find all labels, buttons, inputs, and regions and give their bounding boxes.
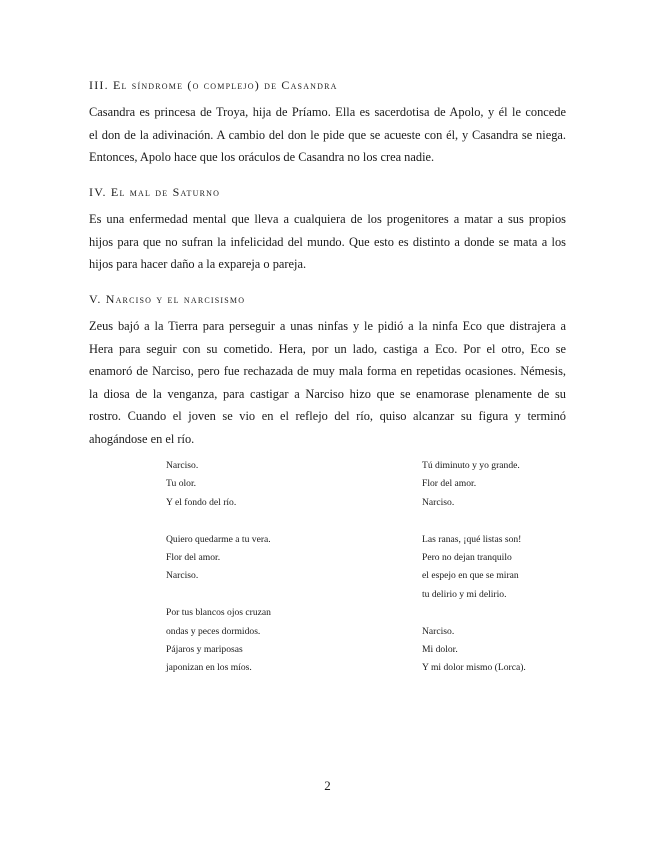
poem-verse: japonizan en los míos. [166, 662, 252, 674]
paragraph-line: Entonces, Apolo hace que los oráculos de Casandra no los crea nadie. [89, 150, 435, 164]
poem-verse: Flor del amor. [422, 478, 477, 490]
poem-verse: Tú diminuto y yo grande. [422, 460, 520, 471]
page-number: 2 [324, 778, 331, 793]
poem-verse: Y el fondo del río. [166, 496, 237, 508]
poem-right-column [422, 457, 526, 678]
paragraph-line: rostro. Cuando el joven se vio en el reflejo del río, quiso alcanzar su figura y terminó [89, 409, 566, 423]
section-heading-casandra: III. El síndrome (o complejo) de Casandra [89, 78, 338, 92]
poem-verse: Pero no dejan tranquilo [422, 551, 512, 563]
poem-verse: Por tus blancos ojos cruzan [166, 607, 271, 619]
paragraph-casandra [89, 101, 566, 169]
paragraph-narciso [89, 315, 566, 450]
poem-verse: Y mi dolor mismo (Lorca). [422, 662, 526, 674]
poem-verse: ondas y peces dormidos. [166, 625, 261, 637]
poem-verse-blank [166, 512, 271, 530]
paragraph-saturno [89, 208, 566, 276]
poem-verse: Tu olor. [166, 478, 197, 490]
poem-verse-blank [166, 586, 271, 604]
poem-verse: Las ranas, ¡qué listas son! [422, 533, 522, 545]
poem-verse: Narciso. [166, 570, 199, 582]
section-heading-saturno: IV. El mal de Saturno [89, 185, 221, 199]
paragraph-line: el don de la adivinación. A cambio del don le pide que se acueste con él, y Casandra se niega. [89, 127, 566, 142]
paragraph-line: Zeus bajó a la Tierra para perseguir a unas ninfas y le pidió a la ninfa Eco que distrajera a [89, 319, 566, 333]
paragraph-line: Hera para seguir con su cometido. Hera, por un lado, castiga a Eco. Por el otro, Eco se [89, 341, 566, 356]
poem-verse: el espejo en que se miran [422, 570, 519, 582]
poem-verse: Mi dolor. [422, 643, 458, 655]
paragraph-line: hijos para hacer daño a la expareja o pareja. [89, 257, 307, 271]
poem-verse-blank [422, 604, 526, 622]
poem-verse: Narciso. [422, 496, 455, 508]
poem-left-column [166, 457, 271, 678]
paragraph-line: ahogándose en el río. [89, 431, 195, 446]
paragraph-line: enamoró de Narciso, pero fue rechazada de muy mala forma en repetidas ocasiones. Némesis, [89, 364, 566, 378]
poem-verse: Pájaros y mariposas [166, 643, 243, 655]
paragraph-line: hijos para que no sufran la infelicidad del mundo. Que esto es distinto a donde se mata a los [89, 234, 566, 249]
paragraph-line: la diosa de la venganza, para castigar a Narciso hizo que se enamorase plenamente de su [89, 386, 566, 401]
paragraph-line: Casandra es princesa de Troya, hija de Príamo. Ella es sacerdotisa de Apolo, y él le concede [89, 105, 566, 119]
poem-verse: Narciso. [422, 625, 455, 637]
paragraph-line: Es una enfermedad mental que lleva a cualquiera de los progenitores a matar a sus propios [89, 212, 566, 226]
poem-verse: Flor del amor. [166, 551, 221, 563]
section-heading-narciso: V. Narciso y el narcisismo [89, 292, 246, 306]
poem-verse-blank [422, 512, 526, 530]
poem-verse: Quiero quedarme a tu vera. [166, 533, 271, 545]
poem-verse: Narciso. [166, 460, 199, 471]
poem-verse: tu delirio y mi delirio. [422, 588, 507, 600]
